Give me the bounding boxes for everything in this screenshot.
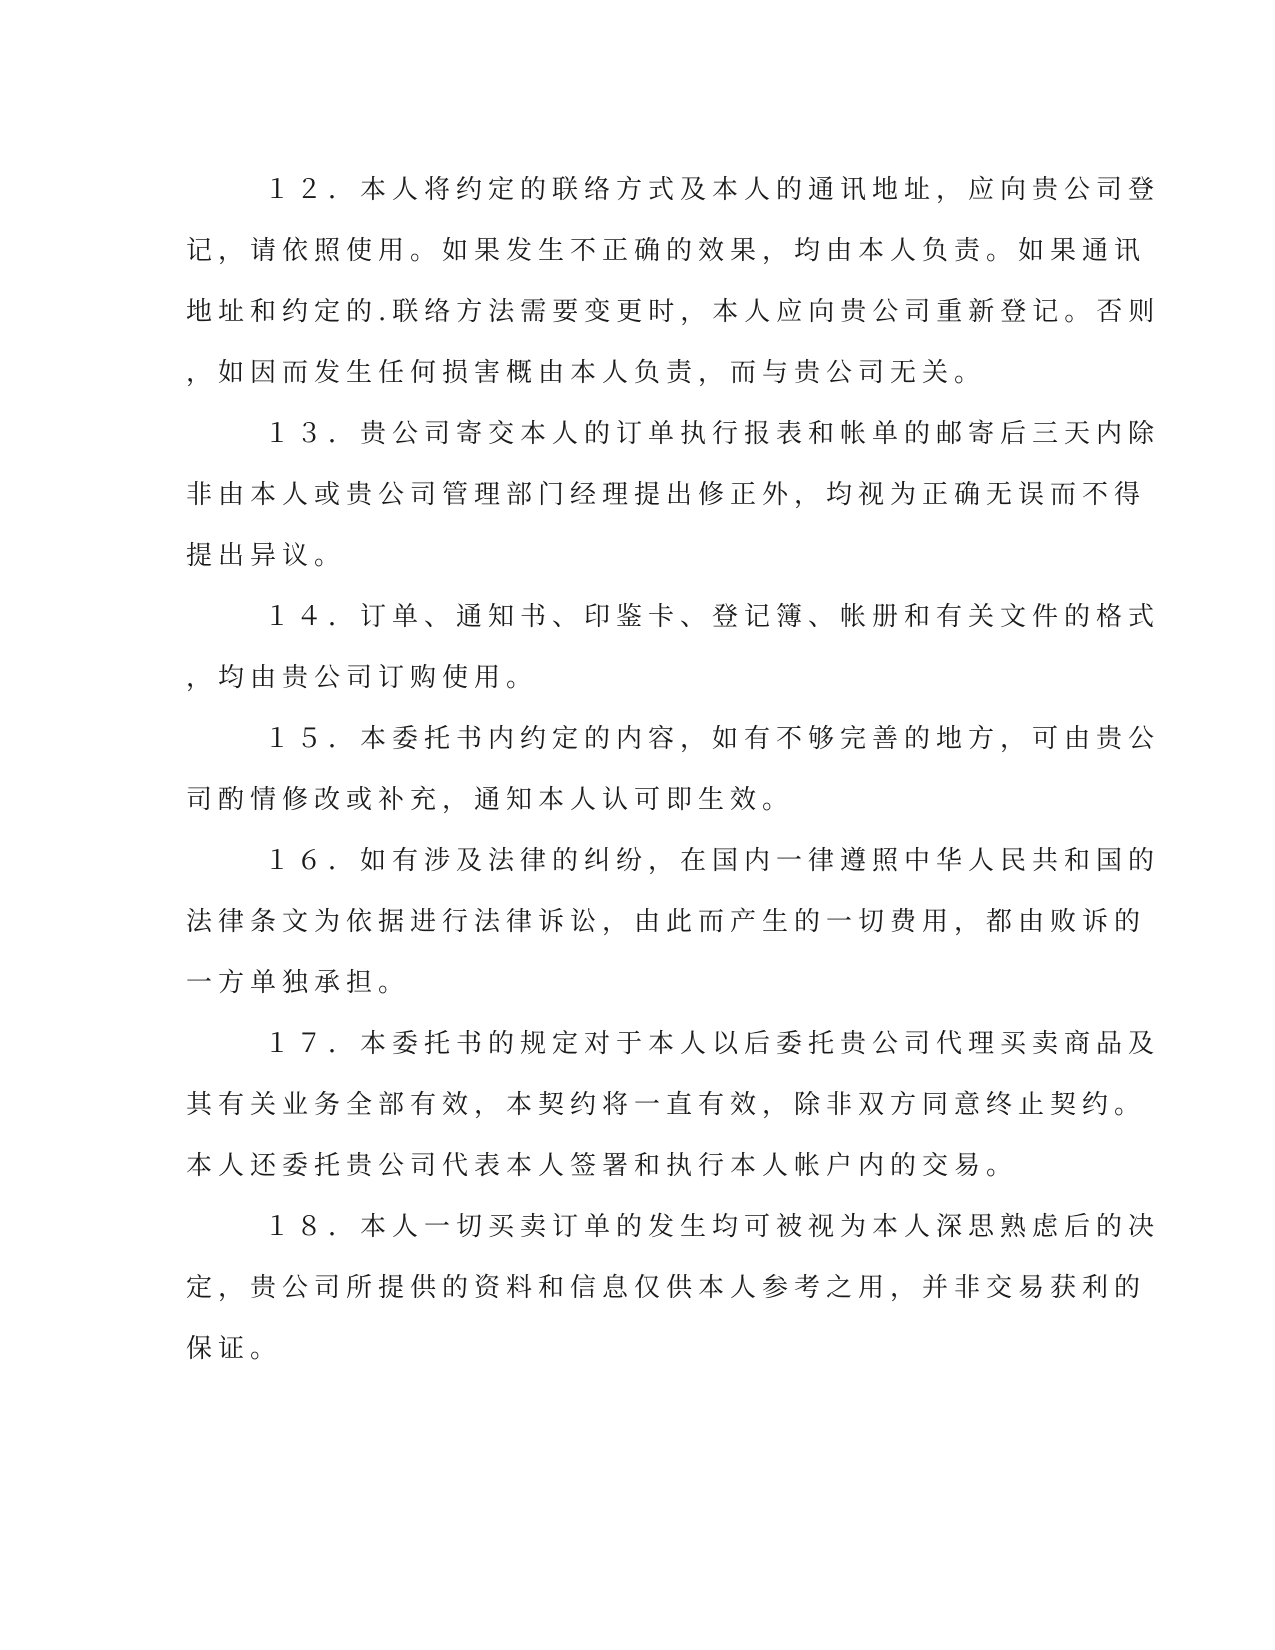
text-line: 保证。 xyxy=(186,1334,283,1364)
text-line: ，如因而发生任何损害概由本人负责，而与贵公司无关。 xyxy=(186,358,987,388)
text-line: 法律条文为依据进行法律诉讼，由此而产生的一切费用，都由败诉的 xyxy=(186,907,1147,937)
text-line: １８．本人一切买卖订单的发生均可被视为本人深思熟虑后的决 xyxy=(264,1212,1161,1242)
paragraph-12 xyxy=(186,160,1161,404)
paragraph-16 xyxy=(186,831,1161,1014)
text-line: １６．如有涉及法律的纠纷，在国内一律遵照中华人民共和国的 xyxy=(264,846,1161,876)
text-line: 地址和约定的.联络方法需要变更时，本人应向贵公司重新登记。否则 xyxy=(186,297,1161,327)
text-line: 一方单独承担。 xyxy=(186,968,411,998)
text-line: 本人还委托贵公司代表本人签署和执行本人帐户内的交易。 xyxy=(186,1151,1019,1181)
text-line: 提出异议。 xyxy=(186,541,347,571)
text-line: 记，请依照使用。如果发生不正确的效果，均由本人负责。如果通讯 xyxy=(186,236,1147,266)
text-line: １７．本委托书的规定对于本人以后委托贵公司代理买卖商品及 xyxy=(264,1029,1161,1059)
text-line: １４．订单、通知书、印鉴卡、登记簿、帐册和有关文件的格式 xyxy=(264,602,1161,632)
text-line: 非由本人或贵公司管理部门经理提出修正外，均视为正确无误而不得 xyxy=(186,480,1147,510)
paragraph-15 xyxy=(186,709,1161,831)
text-line: 定，贵公司所提供的资料和信息仅供本人参考之用，并非交易获利的 xyxy=(186,1273,1147,1303)
paragraph-17 xyxy=(186,1014,1161,1197)
text-line: １２．本人将约定的联络方式及本人的通讯地址，应向贵公司登 xyxy=(264,175,1161,205)
text-line: ，均由贵公司订购使用。 xyxy=(186,663,539,693)
paragraph-18 xyxy=(186,1197,1161,1380)
document-body xyxy=(186,160,1161,1380)
paragraph-14 xyxy=(186,587,1161,709)
text-line: 司酌情修改或补充，通知本人认可即生效。 xyxy=(186,785,795,815)
paragraph-13 xyxy=(186,404,1161,587)
text-line: 其有关业务全部有效，本契约将一直有效，除非双方同意终止契约。 xyxy=(186,1090,1147,1120)
text-line: １５．本委托书内约定的内容，如有不够完善的地方，可由贵公 xyxy=(264,724,1161,754)
text-line: １３．贵公司寄交本人的订单执行报表和帐单的邮寄后三天内除 xyxy=(264,419,1161,449)
